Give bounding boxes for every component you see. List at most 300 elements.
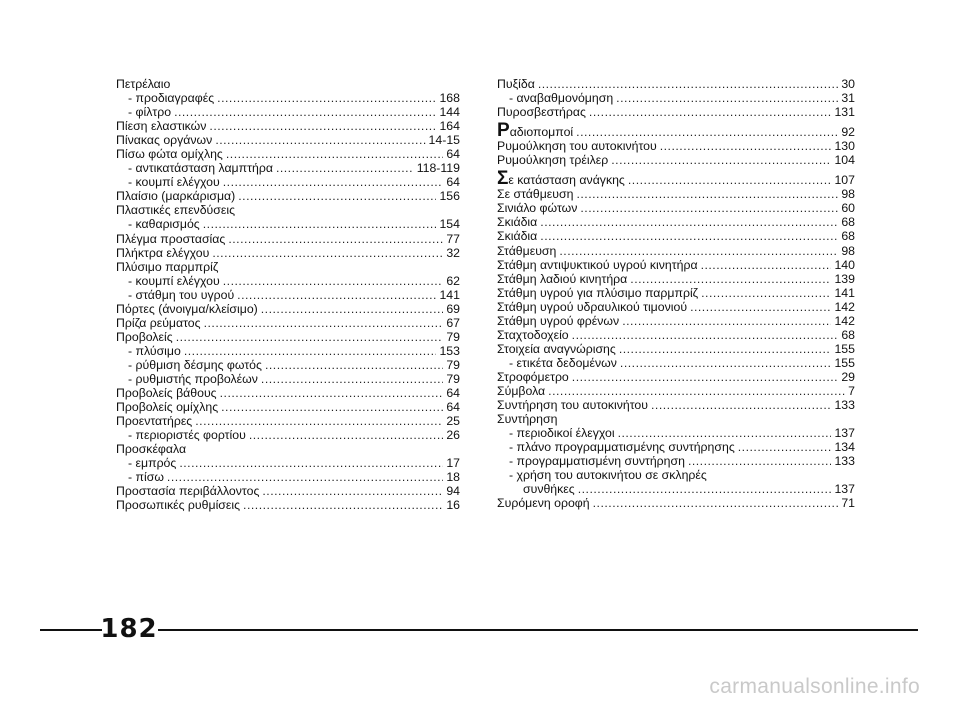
- entry-term-text: - χρήση του αυτοκινήτου σε σκληρές: [509, 468, 707, 483]
- entry-term-text: Σινιάλο φώτων: [497, 201, 578, 216]
- entry-term: [509, 454, 685, 468]
- entry-page: 98: [841, 243, 855, 258]
- index-entry: [116, 105, 460, 119]
- entry-term-text: - περιοριστές φορτίου: [128, 428, 246, 443]
- entry-term: [116, 246, 209, 260]
- index-entry: [116, 484, 460, 498]
- index-entry: [497, 120, 855, 142]
- entry-term: [523, 482, 575, 496]
- entry-term: [128, 161, 273, 175]
- index-entry: [116, 442, 460, 456]
- entry-term-text: Πυξίδα: [497, 77, 535, 91]
- entry-term: [116, 330, 173, 344]
- entry-page: 16: [446, 498, 460, 513]
- entry-term: [116, 442, 186, 456]
- entry-term: [116, 77, 170, 91]
- index-entry: [497, 468, 855, 482]
- entry-term: [497, 201, 577, 215]
- entry-term: [509, 468, 707, 482]
- entry-page: 164: [439, 119, 460, 134]
- entry-page: 64: [446, 175, 460, 190]
- entry-term-text: Προσκέφαλα: [116, 442, 187, 457]
- entry-page: 98: [841, 187, 855, 202]
- index-entry: [497, 153, 855, 167]
- index-entry: [497, 454, 855, 468]
- entry-page: 62: [446, 273, 460, 288]
- entry-page: 14-15: [428, 133, 460, 148]
- entry-term: [497, 286, 698, 300]
- entry-term-text: Στάθμη υγρού φρένων: [497, 313, 620, 328]
- index-entry: [497, 215, 855, 229]
- index-entry: [497, 286, 855, 300]
- dot-leader: [249, 428, 443, 442]
- entry-term: [116, 133, 212, 147]
- entry-term: [116, 203, 235, 217]
- entry-page: 7: [848, 383, 855, 398]
- index-entry: [116, 358, 460, 372]
- index-entry: [116, 175, 460, 189]
- entry-term-text: Πόρτες (άνοιγμα/κλείσιμο): [116, 301, 258, 316]
- index-entry: [497, 370, 855, 384]
- index-entry: [497, 77, 855, 91]
- entry-page: 67: [446, 315, 460, 330]
- entry-term: [116, 414, 192, 428]
- entry-term: [509, 426, 615, 440]
- dot-leader: [738, 440, 832, 454]
- entry-page: 142: [834, 299, 855, 314]
- entry-page: 142: [834, 313, 855, 328]
- index-entry: [116, 119, 460, 133]
- entry-term-text: - στάθμη του υγρού: [128, 287, 235, 302]
- entry-term: [497, 272, 627, 286]
- entry-page: 134: [834, 440, 855, 455]
- entry-term: [509, 91, 613, 105]
- dot-leader: [215, 133, 425, 147]
- index-entry: [497, 328, 855, 342]
- entry-term-text: Στάθμη υγρού υδραυλικού τιμονιού: [497, 299, 688, 314]
- entry-page: 137: [834, 426, 855, 441]
- index-entry: [116, 316, 460, 330]
- index-entry: [116, 456, 460, 470]
- entry-term: [497, 384, 545, 398]
- index-entry: [116, 133, 460, 147]
- index-entry: [497, 412, 855, 426]
- entry-term-text: Σύμβολα: [497, 383, 546, 398]
- entry-term: [128, 274, 220, 288]
- entry-page: 79: [446, 329, 460, 344]
- dot-leader: [660, 139, 832, 153]
- entry-term-text: - ετικέτα δεδομένων: [509, 355, 617, 370]
- dot-leader: [559, 244, 838, 258]
- index-entry: [497, 187, 855, 201]
- index-entry: [116, 203, 460, 217]
- entry-term-text: Στάθμη λαδιού κινητήρα: [497, 271, 628, 286]
- entry-term-text: - περιοδικοί έλεγχοι: [509, 426, 615, 441]
- dot-leader: [578, 482, 832, 496]
- entry-page: 141: [834, 285, 855, 300]
- dot-leader: [243, 498, 443, 512]
- index-column-left: [116, 77, 460, 512]
- index-entry: [116, 274, 460, 288]
- watermark: carmanualsonline.info: [709, 675, 920, 698]
- entry-page: 29: [841, 369, 855, 384]
- dot-leader: [226, 147, 443, 161]
- dot-leader: [701, 258, 832, 272]
- dot-leader: [209, 119, 436, 133]
- entry-term: [497, 342, 616, 356]
- entry-term: [116, 119, 206, 133]
- index-entry: [497, 482, 855, 496]
- section-initial: Σ: [497, 168, 509, 190]
- page-number: 182: [100, 614, 158, 644]
- entry-term-text: - φίλτρο: [128, 105, 172, 120]
- entry-page: 68: [841, 229, 855, 244]
- index-entry: [497, 342, 855, 356]
- dot-leader: [167, 470, 443, 484]
- entry-term: [497, 153, 608, 167]
- index-entry: [116, 372, 460, 386]
- index-entry: [497, 440, 855, 454]
- index-entry: [116, 400, 460, 414]
- dot-leader: [628, 173, 832, 187]
- entry-term-text: Ρυμούλκηση του αυτοκινήτου: [497, 139, 657, 154]
- entry-page: 154: [439, 217, 460, 232]
- index-entry: [497, 426, 855, 440]
- entry-term-text: - κουμπί ελέγχου: [128, 273, 220, 288]
- index-column-right: [497, 77, 855, 510]
- section-initial: Ρ: [497, 120, 510, 142]
- dot-leader: [261, 302, 444, 316]
- entry-page: 30: [841, 77, 855, 91]
- entry-term: [128, 372, 258, 386]
- entry-term: [128, 358, 262, 372]
- entry-term-text: Πίνακας οργάνων: [116, 133, 213, 148]
- entry-term-text: Προεντατήρες: [116, 414, 193, 429]
- entry-term: [497, 77, 535, 91]
- entry-term-text: Συντήρηση του αυτοκινήτου: [497, 398, 648, 413]
- entry-term-text: - πίσω: [128, 470, 164, 485]
- entry-term-text: Σκιάδια: [497, 215, 538, 230]
- entry-page: 68: [841, 327, 855, 342]
- entry-term: [128, 288, 234, 302]
- entry-page: 77: [446, 231, 460, 246]
- entry-term-text: Συρόμενη οροφή: [497, 496, 590, 511]
- entry-term: [497, 300, 687, 314]
- index-entry: [497, 105, 855, 119]
- footer-rule-left: [40, 629, 102, 631]
- entry-page: 17: [446, 456, 460, 471]
- entry-page: 64: [446, 147, 460, 162]
- entry-term: [128, 344, 181, 358]
- entry-term-text: αδιοπομποί: [509, 125, 574, 140]
- index-entry: [497, 229, 855, 243]
- entry-page: 130: [834, 139, 855, 154]
- entry-page: 68: [841, 215, 855, 230]
- entry-page: 133: [834, 454, 855, 469]
- index-entry: [497, 496, 855, 510]
- entry-term-text: Προβολείς ομίχλης: [116, 400, 219, 415]
- entry-term: [497, 398, 648, 412]
- entry-page: 71: [841, 496, 855, 511]
- dot-leader: [223, 274, 444, 288]
- entry-term: [116, 189, 235, 203]
- dot-leader: [540, 215, 838, 229]
- entry-term: [497, 168, 625, 190]
- dot-leader: [203, 217, 437, 231]
- dot-leader: [204, 316, 444, 330]
- entry-page: 137: [834, 482, 855, 497]
- entry-page: 133: [834, 398, 855, 413]
- entry-term: [128, 456, 176, 470]
- entry-term: [497, 496, 590, 510]
- entry-page: 31: [841, 91, 855, 106]
- entry-page: 156: [439, 189, 460, 204]
- dot-leader: [220, 386, 444, 400]
- dot-leader: [618, 426, 832, 440]
- entry-term-text: Συντήρηση: [497, 412, 558, 427]
- dot-leader: [184, 344, 437, 358]
- dot-leader: [593, 496, 839, 510]
- dot-leader: [651, 398, 831, 412]
- entry-term-text: Προβολείς βάθους: [116, 386, 217, 401]
- entry-page: 140: [834, 257, 855, 272]
- entry-term: [497, 215, 537, 229]
- index-entry: [116, 91, 460, 105]
- entry-term: [497, 328, 569, 342]
- dot-leader: [620, 356, 832, 370]
- dot-leader: [174, 105, 436, 119]
- entry-term-text: Στροφόμετρο: [497, 369, 569, 384]
- dot-leader: [619, 342, 832, 356]
- dot-leader: [276, 161, 414, 175]
- index-entry: [497, 201, 855, 215]
- entry-term: [128, 470, 164, 484]
- dot-leader: [217, 91, 436, 105]
- entry-page: 139: [834, 271, 855, 286]
- footer-rule-right: [158, 629, 918, 631]
- entry-page: 168: [439, 91, 460, 106]
- index-entry: [116, 330, 460, 344]
- entry-term-text: Πυροσβεστήρας: [497, 105, 586, 120]
- entry-page: 25: [446, 414, 460, 429]
- index-entry: [116, 189, 460, 203]
- entry-term-text: - εμπρός: [128, 456, 177, 471]
- entry-term-text: Πίεση ελαστικών: [116, 119, 207, 134]
- index-entry: [116, 414, 460, 428]
- entry-term: [116, 400, 218, 414]
- entry-term-text: - πλύσιμο: [128, 343, 181, 358]
- entry-term-text: Πλήκτρα ελέγχου: [116, 245, 210, 260]
- index-entry: [116, 147, 460, 161]
- entry-term: [509, 440, 735, 454]
- index-entry: [116, 302, 460, 316]
- index-entry: [497, 168, 855, 190]
- entry-term-text: Προσωπικές ρυθμίσεις: [116, 498, 241, 513]
- entry-term: [116, 302, 258, 316]
- entry-page: 141: [439, 287, 460, 302]
- entry-term: [116, 232, 225, 246]
- entry-page: 155: [834, 341, 855, 356]
- index-entry: [497, 258, 855, 272]
- index-entry: [497, 300, 855, 314]
- entry-page: 155: [834, 355, 855, 370]
- index-entry: [116, 344, 460, 358]
- entry-term-text: Ρυμούλκηση τρέιλερ: [497, 153, 609, 168]
- entry-term-text: Πλαίσιο (μαρκάρισμα): [116, 189, 236, 204]
- entry-term-text: - ρύθμιση δέσμης φωτός: [128, 357, 262, 372]
- entry-term: [497, 244, 556, 258]
- entry-term-text: Πλύσιμο παρμπρίζ: [116, 259, 219, 274]
- index-entry: [116, 232, 460, 246]
- entry-term-text: ε κατάσταση ανάγκης: [508, 173, 625, 188]
- index-entry: [116, 217, 460, 231]
- entry-page: 69: [446, 301, 460, 316]
- entry-term: [116, 386, 217, 400]
- entry-term-text: Στάθμη αντιψυκτικού υγρού κινητήρα: [497, 257, 698, 272]
- dot-leader: [622, 314, 831, 328]
- entry-term: [497, 105, 586, 119]
- entry-page: 26: [446, 428, 460, 443]
- dot-leader: [630, 272, 831, 286]
- dot-leader: [548, 384, 845, 398]
- index-entry: [116, 77, 460, 91]
- entry-term-text: - προδιαγραφές: [128, 91, 215, 106]
- index-entry: [497, 91, 855, 105]
- entry-page: 64: [446, 386, 460, 401]
- dot-leader: [611, 153, 831, 167]
- entry-page: 32: [446, 245, 460, 260]
- entry-page: 144: [439, 105, 460, 120]
- index-entry: [116, 246, 460, 260]
- index-entry: [497, 356, 855, 370]
- dot-leader: [223, 175, 444, 189]
- entry-term-text: - καθαρισμός: [128, 217, 200, 232]
- index-entry: [497, 384, 855, 398]
- entry-page: 131: [834, 105, 855, 120]
- dot-leader: [195, 414, 443, 428]
- index-entry: [497, 314, 855, 328]
- entry-page: 153: [439, 343, 460, 358]
- entry-term-text: συνθήκες: [523, 482, 575, 497]
- entry-term: [497, 120, 574, 142]
- entry-term-text: - κουμπί ελέγχου: [128, 175, 220, 190]
- entry-term-text: Πλαστικές επενδύσεις: [116, 203, 235, 218]
- entry-term-text: Σταχτοδοχείο: [497, 327, 569, 342]
- entry-term-text: Στάθμευση: [497, 243, 557, 258]
- entry-term: [128, 175, 220, 189]
- entry-term-text: - πλάνο προγραμματισμένης συντήρησης: [509, 440, 735, 455]
- dot-leader: [237, 288, 436, 302]
- entry-term: [128, 91, 214, 105]
- entry-term: [128, 105, 171, 119]
- entry-page: 79: [446, 371, 460, 386]
- entry-term-text: Προστασία περιβάλλοντος: [116, 484, 260, 499]
- entry-term-text: - προγραμματισμένη συντήρηση: [509, 454, 685, 469]
- index-entry: [497, 139, 855, 153]
- dot-leader: [688, 454, 832, 468]
- dot-leader: [261, 372, 443, 386]
- index-entry: [497, 244, 855, 258]
- dot-leader: [576, 187, 838, 201]
- entry-term-text: Πίσω φώτα ομίχλης: [116, 147, 223, 162]
- entry-term: [116, 147, 223, 161]
- dot-leader: [576, 125, 838, 139]
- entry-page: 94: [446, 484, 460, 499]
- entry-page: 79: [446, 357, 460, 372]
- entry-page: 104: [834, 153, 855, 168]
- dot-leader: [179, 456, 443, 470]
- entry-term-text: Πετρέλαιο: [116, 77, 171, 91]
- dot-leader: [572, 370, 839, 384]
- entry-term-text: Στοιχεία αναγνώρισης: [497, 341, 616, 356]
- index-entry: [497, 398, 855, 412]
- entry-term-text: Πρίζα ρεύματος: [116, 315, 201, 330]
- dot-leader: [228, 232, 443, 246]
- entry-term: [116, 260, 218, 274]
- dot-leader: [580, 201, 838, 215]
- entry-term: [116, 498, 240, 512]
- dot-leader: [589, 105, 832, 119]
- dot-leader: [238, 189, 436, 203]
- dot-leader: [701, 286, 831, 300]
- index-entry: [116, 428, 460, 442]
- dot-leader: [212, 246, 443, 260]
- entry-page: 18: [446, 470, 460, 485]
- entry-term-text: Σε στάθμευση: [497, 187, 574, 202]
- dot-leader: [540, 229, 838, 243]
- entry-term: [497, 187, 573, 201]
- index-entry: [116, 498, 460, 512]
- dot-leader: [572, 328, 839, 342]
- index-entry: [497, 272, 855, 286]
- entry-term-text: - αναβαθμονόμηση: [509, 91, 614, 106]
- entry-term: [497, 139, 657, 153]
- entry-term-text: Προβολείς: [116, 329, 173, 344]
- entry-term: [497, 412, 557, 426]
- dot-leader: [265, 358, 443, 372]
- entry-term: [116, 484, 259, 498]
- entry-term: [128, 217, 200, 231]
- entry-term: [509, 356, 617, 370]
- dot-leader: [221, 400, 443, 414]
- index-entry: [116, 386, 460, 400]
- index-entry: [116, 161, 460, 175]
- entry-term-text: Πλέγμα προστασίας: [116, 231, 226, 246]
- dot-leader: [538, 77, 839, 91]
- entry-page: 92: [841, 125, 855, 140]
- dot-leader: [262, 484, 443, 498]
- index-entry: [116, 260, 460, 274]
- entry-term: [116, 316, 201, 330]
- entry-term-text: Σκιάδια: [497, 229, 538, 244]
- entry-page: 60: [841, 201, 855, 216]
- entry-page: 107: [834, 173, 855, 188]
- entry-term-text: Στάθμη υγρού για πλύσιμο παρμπρίζ: [497, 285, 699, 300]
- entry-term: [497, 370, 569, 384]
- entry-term: [497, 229, 537, 243]
- entry-term: [497, 314, 619, 328]
- dot-leader: [690, 300, 831, 314]
- index-entry: [116, 470, 460, 484]
- entry-term: [128, 428, 246, 442]
- entry-term: [497, 258, 698, 272]
- dot-leader: [176, 330, 444, 344]
- entry-term-text: - αντικατάσταση λαμπτήρα: [128, 161, 273, 176]
- index-entry: [116, 288, 460, 302]
- entry-page: 64: [446, 400, 460, 415]
- dot-leader: [616, 91, 838, 105]
- entry-term-text: - ρυθμιστής προβολέων: [128, 371, 258, 386]
